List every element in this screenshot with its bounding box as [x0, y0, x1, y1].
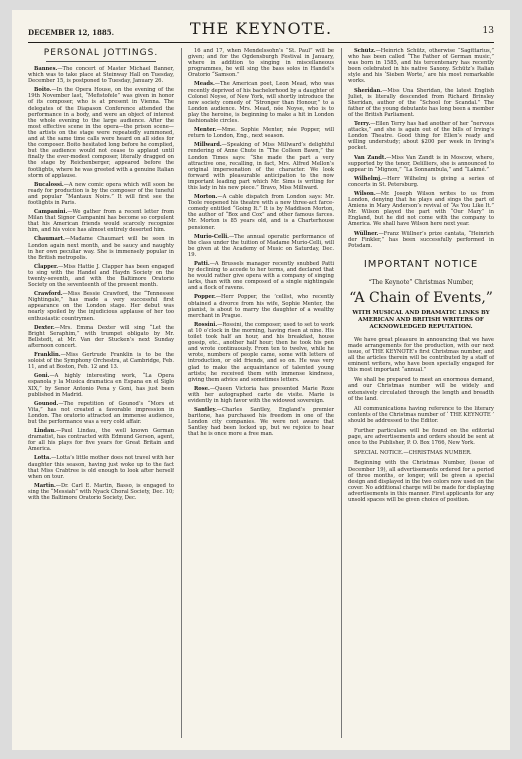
jotting-lead: Bucalossi.	[34, 181, 64, 188]
column-divider	[341, 48, 342, 738]
jotting-text: —Speaking of Miss Millward’s delightful rendering of Anne Chute in “The Colleen Bawn,” the London Times says: “She made the part a very attractive one, recalling, in fact, Mrs. Alfred Mellon’s original impersonation of the character. We look forward with pleasurable anticipation to the now important leading part which Mr. Sims is writing for this lady in his new piece.” Bravo, Miss Millward.	[188, 142, 334, 191]
jotting-paragraph	[28, 66, 174, 84]
jotting-text: —The American poet, Leon Mead, who was recently deprived of his bachelorhood by a daughter of Colonel Noyse, of New York, will shortly introduce the new society comedy of “Stronger than Honour,” to a London audience. Mrs. Mead, née Noyse, who is to play the heroine, is beginning to make a hit in London fashionable circles.	[188, 81, 334, 125]
column-1	[28, 48, 174, 744]
jotting-paragraph	[28, 483, 174, 501]
jotting-text: —Lotta’s little mother does not travel with her daughter this season, having just woke up to the fact that Miss Crabtree is old enough to look after herself when on tour.	[28, 455, 174, 480]
jotting-text: —Rossini, the composer, used to set to work at 10 o’clock in the morning, having risen at nine. His toilet took half an hour, and his breakfast, house gossip, etc., another half hour; then he took his pen and wrote continuously. From ten to twelve, while he wrote, numbers of people came, some with letters of introduction, or old friends, and so on. He was very glad to make the acquaintance of talented young artists; he received them with immense kindness, giving them advice and sometimes letters.	[188, 321, 334, 383]
notice-title: IMPORTANT NOTICE	[363, 258, 479, 270]
jotting-text: —Ellen Terry has had another of her “nervous attacks,” and she is again out of the bills of Irving’s London Theatre. Good thing for Ellen’s ready and willing understudy; about $200 per week in Irving’s pocket.	[348, 121, 494, 152]
jotting-paragraph	[28, 455, 174, 479]
jotting-lead: Martin.	[34, 482, 56, 489]
jotting-text: —Heinrich Schütz, otherwise “Sagittarius,” who has been called “The Father of German music,” was born in 1585, and his tercentenary has recently been celebrated in his native Saxony. Schütz’s Italian style and his ‘Sieben Worte,’ are his most remarkable works.	[348, 48, 494, 85]
notice-paragraph: SPECIAL NOTICE.—CHRISTMAS NUMBER.	[354, 450, 472, 457]
jotting-lead: Crawford.	[34, 291, 63, 298]
jotting-lead: Morton.	[194, 194, 218, 201]
jotting-lead: Murio-Celli.	[194, 233, 229, 240]
notice-body	[348, 337, 494, 503]
jotting-paragraph	[28, 264, 174, 288]
jotting-paragraph	[28, 87, 174, 178]
jotting-text: —Miss Gertrude Franklin is to be the soloist of the Symphony Orchestra, at Cambridge, Feb. 11, and at Boston, Feb. 12 and 13.	[28, 352, 174, 371]
masthead-title: THE KEYNOTE.	[189, 19, 333, 38]
jotting-lead: Goni.	[34, 373, 50, 380]
jotting-lead: Popper.	[194, 294, 216, 301]
notice-paragraph: We shall be prepared to meet an enormous demand, and our Christmas number will be widely and extensively circulated through the length and breadth of the land.	[348, 377, 494, 402]
jotting-text: —The repetition of Gounod’s “Mors et Vita,” has not created a favorable impression in London. The oratorio attracted an immense audience, but the performance was a very cold affair.	[28, 400, 174, 425]
jotting-lead: Schütz.	[354, 48, 376, 54]
jotting-paragraph	[348, 48, 494, 85]
jotting-lead: Gounod.	[34, 400, 59, 407]
jotting-text: —The concert of Master Michael Banner, which was to take place at Steinway Hall on Tuesday, December 15, is postponed to Tuesday, January 26.	[28, 66, 174, 85]
jotting-lead: Chaumart.	[34, 236, 65, 243]
jotting-text: —A new comic opera which will soon be ready for production is by the composer of the tuneful and popular “Mantaux Noirs.” It will first see the footlights in Paris.	[28, 181, 174, 206]
jotting-lead: Campanini.	[34, 209, 68, 216]
jotting-paragraph	[28, 291, 174, 321]
jotting-text: —A highly interesting work, “La Opera espanola y la Musica dramatica en Espana en el Siglo XIX,” by Senor Antonio Pena y Goni, has just been published in Madrid.	[28, 373, 174, 398]
jotting-paragraph	[188, 127, 334, 139]
issue-date: DECEMBER 12, 1885.	[28, 28, 115, 37]
jotting-text: —Madame Chaumart will be seen in London again next month, and be saucy and naughty in her own peculiar way. She is immensely popular in the British metropolis.	[28, 236, 174, 261]
column-2-paragraphs	[188, 48, 334, 438]
jotting-lead: Lotta.	[34, 455, 52, 462]
jotting-lead: Millward.	[194, 142, 222, 149]
jotting-lead: Patti.	[194, 261, 210, 267]
jotting-text: —Mme. Sophie Menter, née Popper, will return to London, Eng., next season.	[188, 127, 334, 140]
jotting-paragraph	[28, 182, 174, 206]
jotting-lead: Meads.	[194, 81, 215, 88]
jotting-paragraph	[188, 407, 334, 437]
jotting-paragraph	[188, 234, 334, 258]
jotting-paragraph	[28, 325, 174, 349]
jotting-lead: Wilhelmj.	[354, 175, 382, 182]
jotting-paragraph	[28, 236, 174, 260]
jotting-text: —We gather from a recent letter from Milan that Signor Campanini has become so corpulent that his American friends would scarcely recognize him, and his voice has almost entirely deserted him.	[28, 209, 174, 234]
jotting-lead: Terry.	[354, 121, 371, 128]
notice-paragraph: Further particulars will be found on the editorial page, are advertisements and orders should be sent at once to the Publisher, P. O. Box 1766, New York.	[348, 428, 494, 447]
newspaper-page	[12, 10, 510, 750]
jotting-lead: Lindau.	[34, 428, 56, 435]
jotting-paragraph	[348, 231, 494, 249]
jotting-text: —Miss Bessie Crawford, the “Tennessee Nightingale,” has made a very successful first appearance on the London stage. Her debut was nearly spoiled by the injudicious applause of her too enthusiastic countrymen.	[28, 291, 174, 322]
jotting-lead: Van Zandt.	[354, 154, 387, 161]
jotting-lead: Clapper.	[34, 263, 59, 270]
notice-headline: “A Chain of Events,”	[349, 289, 493, 306]
jotting-paragraph	[188, 194, 334, 231]
jotting-lead: Boito.	[34, 87, 52, 94]
jotting-text: —Herr Wilhelmj is giving a series of concerts in St. Petersburg.	[348, 175, 494, 188]
jotting-paragraph	[348, 155, 494, 173]
jotting-text: —Mr. Joseph Wilson writes to us from London, denying that he plays and sings the part of Amiens in Mary Anderson’s revival of “As You Like It.” Mr. Wilson played the part with “Our Mary” in England, but he did not come with the company to America. We shall have Wilson here next year.	[348, 190, 494, 228]
jotting-paragraph	[28, 428, 174, 452]
jotting-paragraph	[348, 88, 494, 118]
column-3	[348, 48, 494, 744]
page-number: 13	[482, 26, 494, 36]
jotting-paragraph	[188, 81, 334, 124]
jotting-text: —Miss Hattie J. Clapper has been engaged to sing with the Handel and Haydn Society on the twenty-seventh, and with the Baltimore Oratorio Society on the seventeenth of the present month.	[28, 263, 174, 289]
jotting-text: —Dr. Carl E. Martin, Basso, is engaged to sing the “Messiah” with Nyack Choral Society, Dec. 10; with the Baltimore Oratorio Society, Dec.	[28, 482, 174, 501]
jotting-text: —Miss Una Sheridan, the latest English Juliet, is literally descended from Richard Brinsley Sheridan, author of the “School for Scandal.” The father of the young debutante has long been a member of the British Parliament.	[348, 87, 494, 118]
jotting-lead: Wüllner.	[354, 230, 379, 237]
jotting-text: —Franz Wüllner’s prize cantata, “Heinrich der Finkler,” has been successfully performed in Potsdam.	[348, 230, 494, 249]
jotting-text: —The annual operatic performance of the class under the tuition of Madame Murio-Celli, will be given at the Academy of Music on Saturday, Dec. 19.	[188, 233, 334, 258]
jotting-paragraph	[28, 209, 174, 233]
column-3-paragraphs	[348, 48, 494, 249]
jotting-lead: Rose.	[194, 385, 210, 392]
jotting-paragraph	[188, 386, 334, 404]
jotting-paragraph	[188, 142, 334, 191]
jotting-paragraph	[348, 191, 494, 228]
jotting-lead: Rossini.	[194, 321, 218, 328]
jotting-text: —A cable dispatch from London says: Mr. Toole reopened his theatre with a new three-act farce-comedy entitled “Going It.” It is by Maddison Morton, the author of “Box and Cox” and other famous farces. Mr. Morton is 85 years old, and is a Charterhouse pensioner.	[188, 194, 334, 231]
notice-paragraph: Beginning with the Christmas Number, (issue of December 19), all advertisements ordered for a period of three months, or longer, will be given a special design and displayed in the two colors now used on the cover. No additional charge will be made for displaying advertisements in this manner. First applicants for any unsold spaces will be given choice of position.	[348, 460, 494, 503]
jotting-paragraph	[188, 261, 334, 291]
column-divider	[181, 48, 182, 738]
jotting-paragraph	[188, 48, 334, 78]
jotting-lead: Dexter.	[34, 324, 55, 331]
jotting-paragraph	[28, 401, 174, 425]
column-1-paragraphs	[28, 66, 174, 501]
section-title: PERSONAL JOTTINGS.	[43, 48, 159, 58]
page-header	[28, 18, 494, 42]
jotting-text: —Mrs. Emma Dexter will sing “Let the Bright Seraphim,” with trumpet obligato by Mr. Bellstedt, at Mr. Van der Stucken’s next Sunday afternoon concert.	[28, 324, 174, 349]
header-rule	[28, 42, 494, 43]
jotting-text: —Queen Victoria has presented Marie Roze with her autographed carte de visite. Marie is evidently in high favor with the widowed sovereign.	[188, 385, 334, 404]
jotting-paragraph	[188, 322, 334, 383]
jotting-text: —Paul Lindau, the well known German dramatist, has contracted with Edmund Gerson, agent, for all his plays for five years for Great Britain and America.	[28, 428, 174, 453]
jotting-paragraph	[28, 352, 174, 370]
notice-paragraph: All communications having reference to the literary contents of the Christmas number of ‘ THE KEYNOTE ’ should be addressed to the Editor.	[348, 405, 494, 424]
important-notice	[348, 259, 494, 503]
jotting-text: —In the Opera House, on the evening of the 19th November last, “Mefistofele” was given in honor of its composer, who is at present in Vienna. The delegates of the Diapason Conference attended the performance in a body, and were an object of interest the whole evening to the large audience. After the most effective scene in the opera—the prison scene—the artists on the stage were repeatedly summoned, and at the same time calls were heard on all sides for the composer. Boito hesitated long before he complied, but the audience would not cease to applaud until finally the ever-modest composer, literally dragged on the stage by Reichenberger, appeared before the footlights, where he was greeted with a genuine Italian storm of applause.	[28, 87, 174, 179]
jotting-lead: Franklin.	[34, 352, 61, 359]
jotting-text: —Miss Van Zandt is in Moscow, where, supported by the tenor, Delilliers, she is announced to appear in “Mignon,” “La Sonnambula,” and “Lakmé.”	[348, 154, 494, 173]
column-2	[188, 48, 334, 744]
jotting-lead: Menter.	[194, 127, 217, 134]
notice-subtitle: “The Keynote” Christmas Number,	[368, 278, 474, 286]
jotting-paragraph	[348, 176, 494, 188]
jotting-text: —Herr Popper, the ’cellist, who recently obtained a divorce from his wife, Sophie Menter, the pianist, is about to marry the daughter of a wealthy merchant in Prague.	[188, 294, 334, 319]
jotting-lead: Bannes.	[34, 66, 58, 72]
jotting-text: —A Brussels manager recently snubbed Patti by declining to accede to her terms, and declared that he would rather give opera with a company of singing larks, than with one composed of a single nightingale and a flock of ravens.	[188, 261, 334, 292]
jotting-lead: Sheridan.	[354, 87, 383, 94]
jotting-lead: Wilson.	[354, 190, 376, 197]
jotting-lead: Santley.	[194, 407, 217, 414]
jotting-paragraph	[28, 373, 174, 397]
jotting-text: 16 and 17, when Mendelssohn’s “St. Paul” will be given; and for the Ogdensburgh Festival in January, where in addition to singing in miscellaneous programmes, he will sing the bass solos in Handel’s Oratorio “Samson.”	[188, 48, 334, 79]
notice-tagline: WITH MUSICAL AND DRAMATIC LINKS BY AMERICAN AND BRITISH WRITERS OF ACKNOWLEDGED REPUTATION.	[352, 309, 490, 330]
jotting-paragraph	[188, 294, 334, 318]
jotting-paragraph	[348, 121, 494, 151]
title-rule	[46, 61, 156, 62]
jotting-text: —Charles Santley, England’s premier baritone, has purchased his freedom in one of the London city companies. We were not aware that Santley had been locked up, but we rejoice to hear that he is once more a free man.	[188, 407, 334, 438]
notice-paragraph: We have great pleasure in announcing that we have made arrangements for the production, with our next issue, of THE KEYNOTE’s first Christmas number, and all the articles therein will be contributed by a staff of eminent writers, who have been specially engaged for this most important “annual.”	[348, 336, 494, 374]
